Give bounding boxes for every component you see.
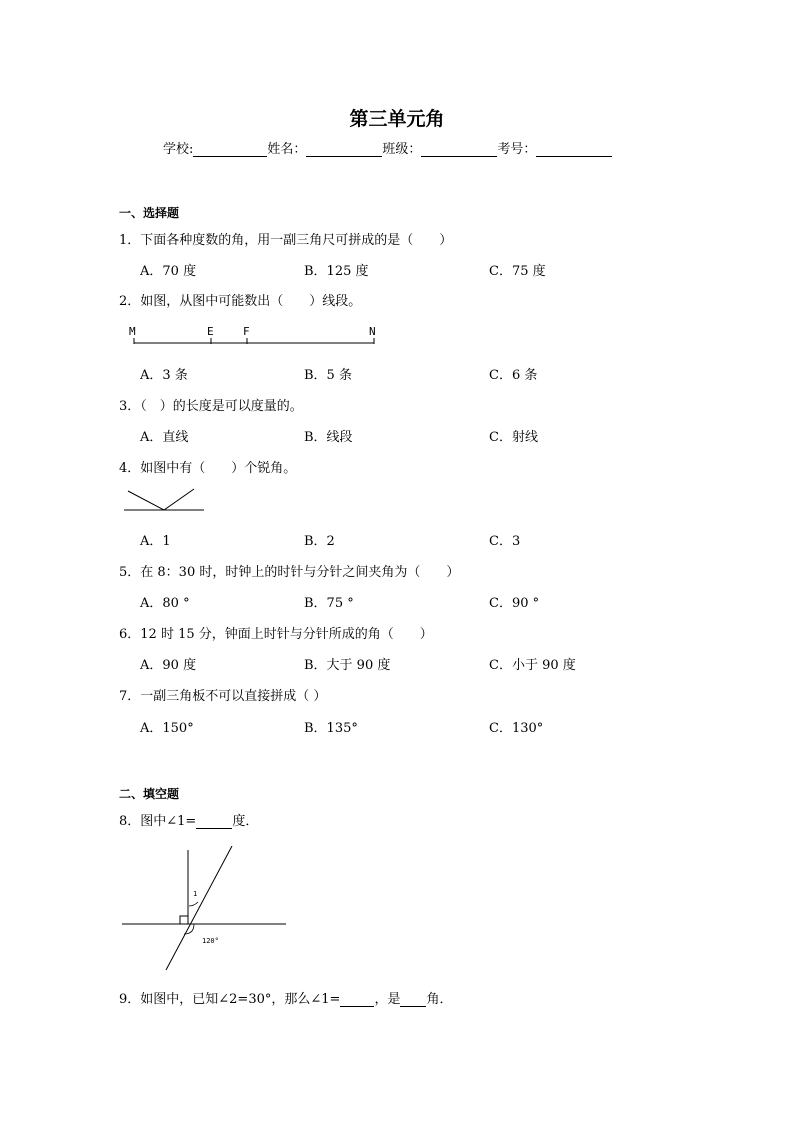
question-7: 7．一副三角板不可以直接拼成（ ）	[119, 689, 327, 704]
q5-option-a[interactable]: A．80 °	[140, 596, 190, 611]
angle-1-arc	[189, 902, 198, 906]
q7-option-c[interactable]: C．130°	[489, 721, 544, 736]
question-1: 1．下面各种度数的角，用一副三角尺可拼成的是（ ）	[119, 233, 453, 248]
q9-prefix: 9．如图中，已知∠2=30°，那么∠1=	[119, 992, 341, 1007]
name-label: 姓名：	[267, 142, 307, 157]
q1-option-b[interactable]: B．125 度	[304, 264, 369, 279]
question-2: 2．如图，从图中可能数出（ ）线段。	[119, 294, 362, 309]
segment-mn-figure	[126, 322, 386, 350]
q7-option-b[interactable]: B．135°	[304, 721, 358, 736]
q3-option-c[interactable]: C．射线	[489, 430, 538, 445]
q9-type-blank[interactable]	[400, 994, 426, 1007]
page-title: 第三单元角	[349, 108, 445, 130]
label-e: E	[207, 325, 214, 338]
section-fill-heading: 二、填空题	[119, 787, 180, 801]
label-n: N	[369, 325, 376, 338]
q3-option-a[interactable]: A．直线	[140, 430, 189, 445]
q6-option-b[interactable]: B．大于 90 度	[304, 658, 391, 673]
question-9	[119, 988, 452, 1007]
left-ray	[128, 491, 164, 510]
q8-answer-blank[interactable]	[196, 816, 232, 829]
q1-option-a[interactable]: A．70 度	[140, 264, 197, 279]
q5-option-b[interactable]: B．75 °	[304, 596, 354, 611]
q9-angle-blank[interactable]	[340, 994, 374, 1007]
q9-mid: ，是	[374, 992, 401, 1007]
angle-1-label: 1	[193, 890, 198, 898]
q2-option-b[interactable]: B．5 条	[304, 368, 352, 383]
q1-option-c[interactable]: C．75 度	[489, 264, 546, 279]
question-3: 3．（ ）的长度是可以度量的。	[119, 399, 303, 414]
q2-option-a[interactable]: A．3 条	[140, 368, 188, 383]
exam-no-blank[interactable]	[536, 142, 612, 157]
q4-option-b[interactable]: B．2	[304, 534, 335, 549]
q8-prefix: 8．图中∠1=	[119, 814, 197, 829]
acute-angles-figure	[120, 486, 210, 516]
right-angle-mark	[180, 916, 188, 924]
q9-suffix: 角．	[426, 992, 453, 1007]
question-6: 6．12 时 15 分，钟面上时针与分针所成的角（ ）	[119, 627, 433, 642]
slanted-line	[166, 846, 232, 970]
right-ray	[164, 489, 194, 510]
q3-option-b[interactable]: B．线段	[304, 430, 353, 445]
exam-no-label: 考号：	[497, 142, 537, 157]
label-m: M	[129, 325, 136, 338]
q8-suffix: 度．	[232, 814, 259, 829]
angle-120-label: 120°	[202, 937, 219, 945]
q6-option-c[interactable]: C．小于 90 度	[489, 658, 576, 673]
school-blank[interactable]	[193, 142, 267, 157]
student-info-line	[163, 138, 612, 157]
class-blank[interactable]	[421, 142, 497, 157]
label-f: F	[243, 325, 250, 338]
question-4: 4．如图中有（ ）个锐角。	[119, 461, 297, 476]
angle-1-figure	[118, 842, 290, 974]
question-8	[119, 810, 258, 829]
q4-option-c[interactable]: C．3	[489, 534, 521, 549]
school-label: 学校:	[163, 142, 194, 157]
q6-option-a[interactable]: A．90 度	[140, 658, 197, 673]
question-5: 5．在 8：30 时，时钟上的时针与分针之间夹角为（ ）	[119, 565, 460, 580]
section-choice-heading: 一、选择题	[119, 206, 180, 220]
q4-option-a[interactable]: A．1	[140, 534, 171, 549]
q7-option-a[interactable]: A．150°	[140, 721, 194, 736]
q5-option-c[interactable]: C．90 °	[489, 596, 540, 611]
q2-option-c[interactable]: C．6 条	[489, 368, 538, 383]
class-label: 班级：	[382, 142, 422, 157]
name-blank[interactable]	[306, 142, 382, 157]
